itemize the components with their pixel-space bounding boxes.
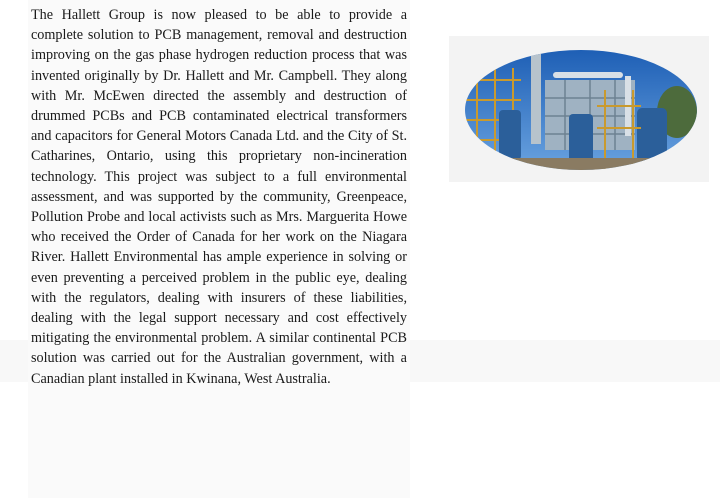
article-column xyxy=(28,0,410,498)
industrial-plant-photo xyxy=(465,50,697,170)
article-paragraph: The Hallett Group is now pleased to be able to provide a complete solution to PCB management, removal and destruction improving on the gas phase hydrogen reduction process that was invented originally by Dr. Hallett and Mr. Campbell. They along with Mr. McEwen directed the assembly and destruction of drummed PCBs and PCB contaminated electrical transformers and capacitors for General Motors Canada Ltd. and the City of St. Catharines, Ontario, using this proprietary non-incineration technology. This project was subject to a full environmental assessment, and was supported by the community, Greenpeace, Pollution Probe and local activists such as Mrs. Marguerita Howe who received the Order of Canada for her work on the Niagara River. Hallett Environmental has ample experience in solving or even preventing a perceived problem in the public eye, dealing with the regulators, dealing with insurers of these liabilities, dealing with the legal support necessary and cost effectively mitigating the environmental problem. A similar continental PCB solution was carried out for the Australian government, with a Canadian plant installed in Kwinana, West Australia. xyxy=(31,7,407,387)
ground-area xyxy=(465,158,697,170)
photo-panel xyxy=(449,36,709,182)
tank-center xyxy=(569,114,593,162)
tank-right xyxy=(637,108,667,162)
tank-left xyxy=(499,110,521,160)
pipe-top xyxy=(553,72,623,78)
stack-shape xyxy=(531,54,541,144)
